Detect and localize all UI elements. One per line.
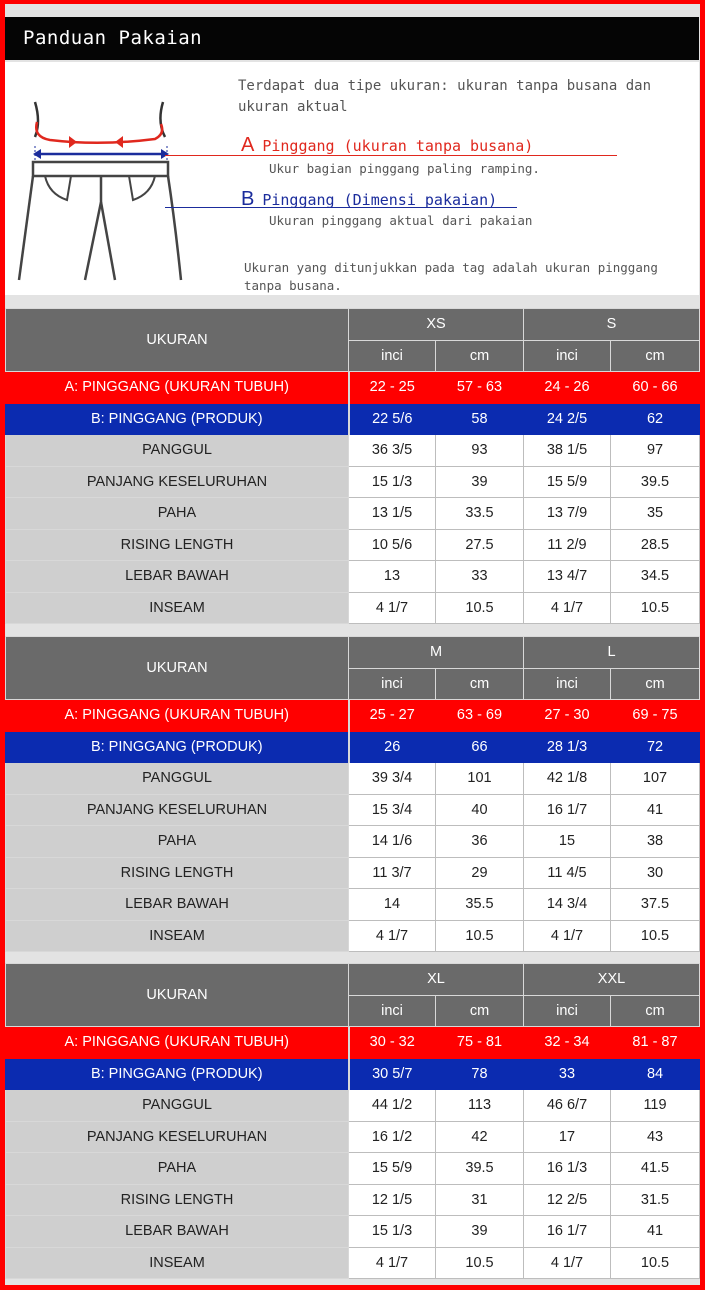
table-cell: 15 3/4 xyxy=(349,794,436,826)
unit-cm-header: cm xyxy=(436,668,524,700)
table-cell: 78 xyxy=(436,1058,524,1090)
table-cell: 38 1/5 xyxy=(524,435,611,467)
row-label: PANGGUL xyxy=(6,435,349,467)
table-cell: 33.5 xyxy=(436,498,524,530)
table-cell: 31.5 xyxy=(611,1184,700,1216)
unit-inci-header: inci xyxy=(349,340,436,372)
label-b xyxy=(241,188,497,211)
row-label: PAHA xyxy=(6,1153,349,1185)
unit-cm-header: cm xyxy=(611,995,700,1027)
table-row xyxy=(6,592,700,624)
table-cell: 13 xyxy=(349,561,436,593)
row-label: PANJANG KESELURUHAN xyxy=(6,466,349,498)
table-cell: 41 xyxy=(611,794,700,826)
row-label: PAHA xyxy=(6,826,349,858)
row-label: A: PINGGANG (UKURAN TUBUH) xyxy=(6,372,349,404)
table-cell: 4 1/7 xyxy=(349,592,436,624)
table-cell: 66 xyxy=(436,731,524,763)
table-cell: 11 4/5 xyxy=(524,857,611,889)
label-a-text: Pinggang (ukuran tanpa busana) xyxy=(262,137,534,155)
table-cell: 15 1/3 xyxy=(349,466,436,498)
size-header: XL xyxy=(349,964,524,996)
table-cell: 28.5 xyxy=(611,529,700,561)
table-cell: 10.5 xyxy=(611,592,700,624)
table-row xyxy=(6,435,700,467)
table-row xyxy=(6,561,700,593)
row-label: INSEAM xyxy=(6,920,349,952)
table-cell: 27 - 30 xyxy=(524,700,611,732)
table-cell: 22 - 25 xyxy=(349,372,436,404)
table-cell: 37.5 xyxy=(611,889,700,921)
table-cell: 35 xyxy=(611,498,700,530)
unit-inci-header: inci xyxy=(524,340,611,372)
table-cell: 25 - 27 xyxy=(349,700,436,732)
label-b-text: Pinggang (Dimensi pakaian) xyxy=(262,191,498,209)
table-cell: 39 xyxy=(436,466,524,498)
row-label: RISING LENGTH xyxy=(6,857,349,889)
table-cell: 39 3/4 xyxy=(349,763,436,795)
table-cell: 31 xyxy=(436,1184,524,1216)
table-cell: 62 xyxy=(611,403,700,435)
ukuran-header: UKURAN xyxy=(6,309,349,372)
row-label: RISING LENGTH xyxy=(6,1184,349,1216)
label-a-description: Ukur bagian pinggang paling ramping. xyxy=(269,161,540,176)
table-cell: 11 3/7 xyxy=(349,857,436,889)
unit-cm-header: cm xyxy=(436,340,524,372)
table-cell: 97 xyxy=(611,435,700,467)
row-label: A: PINGGANG (UKURAN TUBUH) xyxy=(6,700,349,732)
table-cell: 15 5/9 xyxy=(349,1153,436,1185)
table-cell: 27.5 xyxy=(436,529,524,561)
table-row xyxy=(6,889,700,921)
label-a xyxy=(241,134,533,157)
table-row xyxy=(6,763,700,795)
table-cell: 46 6/7 xyxy=(524,1090,611,1122)
table-cell: 16 1/2 xyxy=(349,1121,436,1153)
table-cell: 10.5 xyxy=(611,920,700,952)
row-label: PANJANG KESELURUHAN xyxy=(6,1121,349,1153)
size-header: XXL xyxy=(524,964,700,996)
table-cell: 39 xyxy=(436,1216,524,1248)
table-cell: 16 1/3 xyxy=(524,1153,611,1185)
table-cell: 24 2/5 xyxy=(524,403,611,435)
row-label: INSEAM xyxy=(6,592,349,624)
row-label: PANJANG KESELURUHAN xyxy=(6,794,349,826)
guide-note: Ukuran yang ditunjukkan pada tag adalah ukuran pinggang tanpa busana. xyxy=(244,260,658,293)
table-cell: 72 xyxy=(611,731,700,763)
table-row xyxy=(6,826,700,858)
table-row xyxy=(6,1090,700,1122)
table-cell: 22 5/6 xyxy=(349,403,436,435)
measurement-guide xyxy=(5,62,699,295)
unit-inci-header: inci xyxy=(524,995,611,1027)
label-b-description: Ukuran pinggang aktual dari pakaian xyxy=(269,213,533,228)
row-label: RISING LENGTH xyxy=(6,529,349,561)
table-cell: 4 1/7 xyxy=(524,1247,611,1279)
table-cell: 75 - 81 xyxy=(436,1027,524,1059)
table-row xyxy=(6,1153,700,1185)
row-label: LEBAR BAWAH xyxy=(6,1216,349,1248)
row-label: LEBAR BAWAH xyxy=(6,561,349,593)
table-cell: 24 - 26 xyxy=(524,372,611,404)
table-row xyxy=(6,1058,700,1090)
label-b-letter: B xyxy=(241,188,255,210)
table-row xyxy=(6,498,700,530)
ukuran-header: UKURAN xyxy=(6,964,349,1027)
page-title: Panduan Pakaian xyxy=(5,17,699,60)
table-row xyxy=(6,920,700,952)
table-row xyxy=(6,794,700,826)
table-cell: 4 1/7 xyxy=(349,920,436,952)
table-cell: 30 xyxy=(611,857,700,889)
table-cell: 29 xyxy=(436,857,524,889)
table-cell: 13 4/7 xyxy=(524,561,611,593)
table-cell: 14 xyxy=(349,889,436,921)
unit-cm-header: cm xyxy=(611,340,700,372)
table-cell: 17 xyxy=(524,1121,611,1153)
guide-intro: Terdapat dua tipe ukuran: ukuran tanpa busana dan ukuran aktual xyxy=(238,78,652,115)
table-cell: 30 - 32 xyxy=(349,1027,436,1059)
table-cell: 41.5 xyxy=(611,1153,700,1185)
table-cell: 10.5 xyxy=(436,592,524,624)
size-header: XS xyxy=(349,309,524,341)
table-cell: 58 xyxy=(436,403,524,435)
label-a-letter: A xyxy=(241,134,255,156)
table-row xyxy=(6,529,700,561)
table-cell: 10.5 xyxy=(611,1247,700,1279)
table-cell: 4 1/7 xyxy=(524,592,611,624)
table-cell: 12 2/5 xyxy=(524,1184,611,1216)
unit-inci-header: inci xyxy=(349,668,436,700)
row-label: B: PINGGANG (PRODUK) xyxy=(6,731,349,763)
table-cell: 10 5/6 xyxy=(349,529,436,561)
table-row xyxy=(6,466,700,498)
table-cell: 13 1/5 xyxy=(349,498,436,530)
unit-inci-header: inci xyxy=(349,995,436,1027)
table-cell: 35.5 xyxy=(436,889,524,921)
table-cell: 107 xyxy=(611,763,700,795)
table-cell: 13 7/9 xyxy=(524,498,611,530)
table-cell: 93 xyxy=(436,435,524,467)
table-row xyxy=(6,1027,700,1059)
table-cell: 81 - 87 xyxy=(611,1027,700,1059)
pants-illustration-icon xyxy=(5,62,195,295)
table-cell: 63 - 69 xyxy=(436,700,524,732)
size-header: L xyxy=(524,637,700,669)
table-cell: 15 5/9 xyxy=(524,466,611,498)
table-row xyxy=(6,1216,700,1248)
table-row xyxy=(6,731,700,763)
table-cell: 42 1/8 xyxy=(524,763,611,795)
row-label: LEBAR BAWAH xyxy=(6,889,349,921)
table-cell: 10.5 xyxy=(436,1247,524,1279)
table-cell: 38 xyxy=(611,826,700,858)
table-cell: 14 3/4 xyxy=(524,889,611,921)
table-cell: 33 xyxy=(436,561,524,593)
table-cell: 36 xyxy=(436,826,524,858)
table-cell: 119 xyxy=(611,1090,700,1122)
size-header: S xyxy=(524,309,700,341)
table-row xyxy=(6,403,700,435)
table-cell: 69 - 75 xyxy=(611,700,700,732)
table-cell: 12 1/5 xyxy=(349,1184,436,1216)
table-cell: 15 1/3 xyxy=(349,1216,436,1248)
unit-cm-header: cm xyxy=(611,668,700,700)
table-cell: 15 xyxy=(524,826,611,858)
table-row xyxy=(6,700,700,732)
table-cell: 39.5 xyxy=(436,1153,524,1185)
row-label: INSEAM xyxy=(6,1247,349,1279)
row-label: PANGGUL xyxy=(6,763,349,795)
table-row xyxy=(6,1121,700,1153)
table-cell: 32 - 34 xyxy=(524,1027,611,1059)
size-table-m-l xyxy=(5,636,700,952)
table-cell: 34.5 xyxy=(611,561,700,593)
row-label: A: PINGGANG (UKURAN TUBUH) xyxy=(6,1027,349,1059)
unit-cm-header: cm xyxy=(436,995,524,1027)
ukuran-header: UKURAN xyxy=(6,637,349,700)
size-table-xs-s xyxy=(5,308,700,624)
row-label: B: PINGGANG (PRODUK) xyxy=(6,1058,349,1090)
table-cell: 16 1/7 xyxy=(524,1216,611,1248)
row-label: B: PINGGANG (PRODUK) xyxy=(6,403,349,435)
table-cell: 36 3/5 xyxy=(349,435,436,467)
table-cell: 10.5 xyxy=(436,920,524,952)
table-cell: 113 xyxy=(436,1090,524,1122)
table-cell: 84 xyxy=(611,1058,700,1090)
row-label: PAHA xyxy=(6,498,349,530)
table-cell: 16 1/7 xyxy=(524,794,611,826)
table-cell: 60 - 66 xyxy=(611,372,700,404)
table-cell: 30 5/7 xyxy=(349,1058,436,1090)
size-table-xl-xxl xyxy=(5,963,700,1279)
table-row xyxy=(6,857,700,889)
table-cell: 33 xyxy=(524,1058,611,1090)
table-cell: 101 xyxy=(436,763,524,795)
table-row xyxy=(6,1184,700,1216)
unit-inci-header: inci xyxy=(524,668,611,700)
table-cell: 4 1/7 xyxy=(524,920,611,952)
table-cell: 11 2/9 xyxy=(524,529,611,561)
size-header: M xyxy=(349,637,524,669)
table-cell: 4 1/7 xyxy=(349,1247,436,1279)
table-cell: 39.5 xyxy=(611,466,700,498)
table-cell: 28 1/3 xyxy=(524,731,611,763)
table-cell: 40 xyxy=(436,794,524,826)
row-label: PANGGUL xyxy=(6,1090,349,1122)
table-cell: 14 1/6 xyxy=(349,826,436,858)
table-cell: 41 xyxy=(611,1216,700,1248)
table-cell: 44 1/2 xyxy=(349,1090,436,1122)
table-row xyxy=(6,372,700,404)
table-cell: 42 xyxy=(436,1121,524,1153)
table-cell: 57 - 63 xyxy=(436,372,524,404)
table-cell: 26 xyxy=(349,731,436,763)
table-cell: 43 xyxy=(611,1121,700,1153)
table-row xyxy=(6,1247,700,1279)
